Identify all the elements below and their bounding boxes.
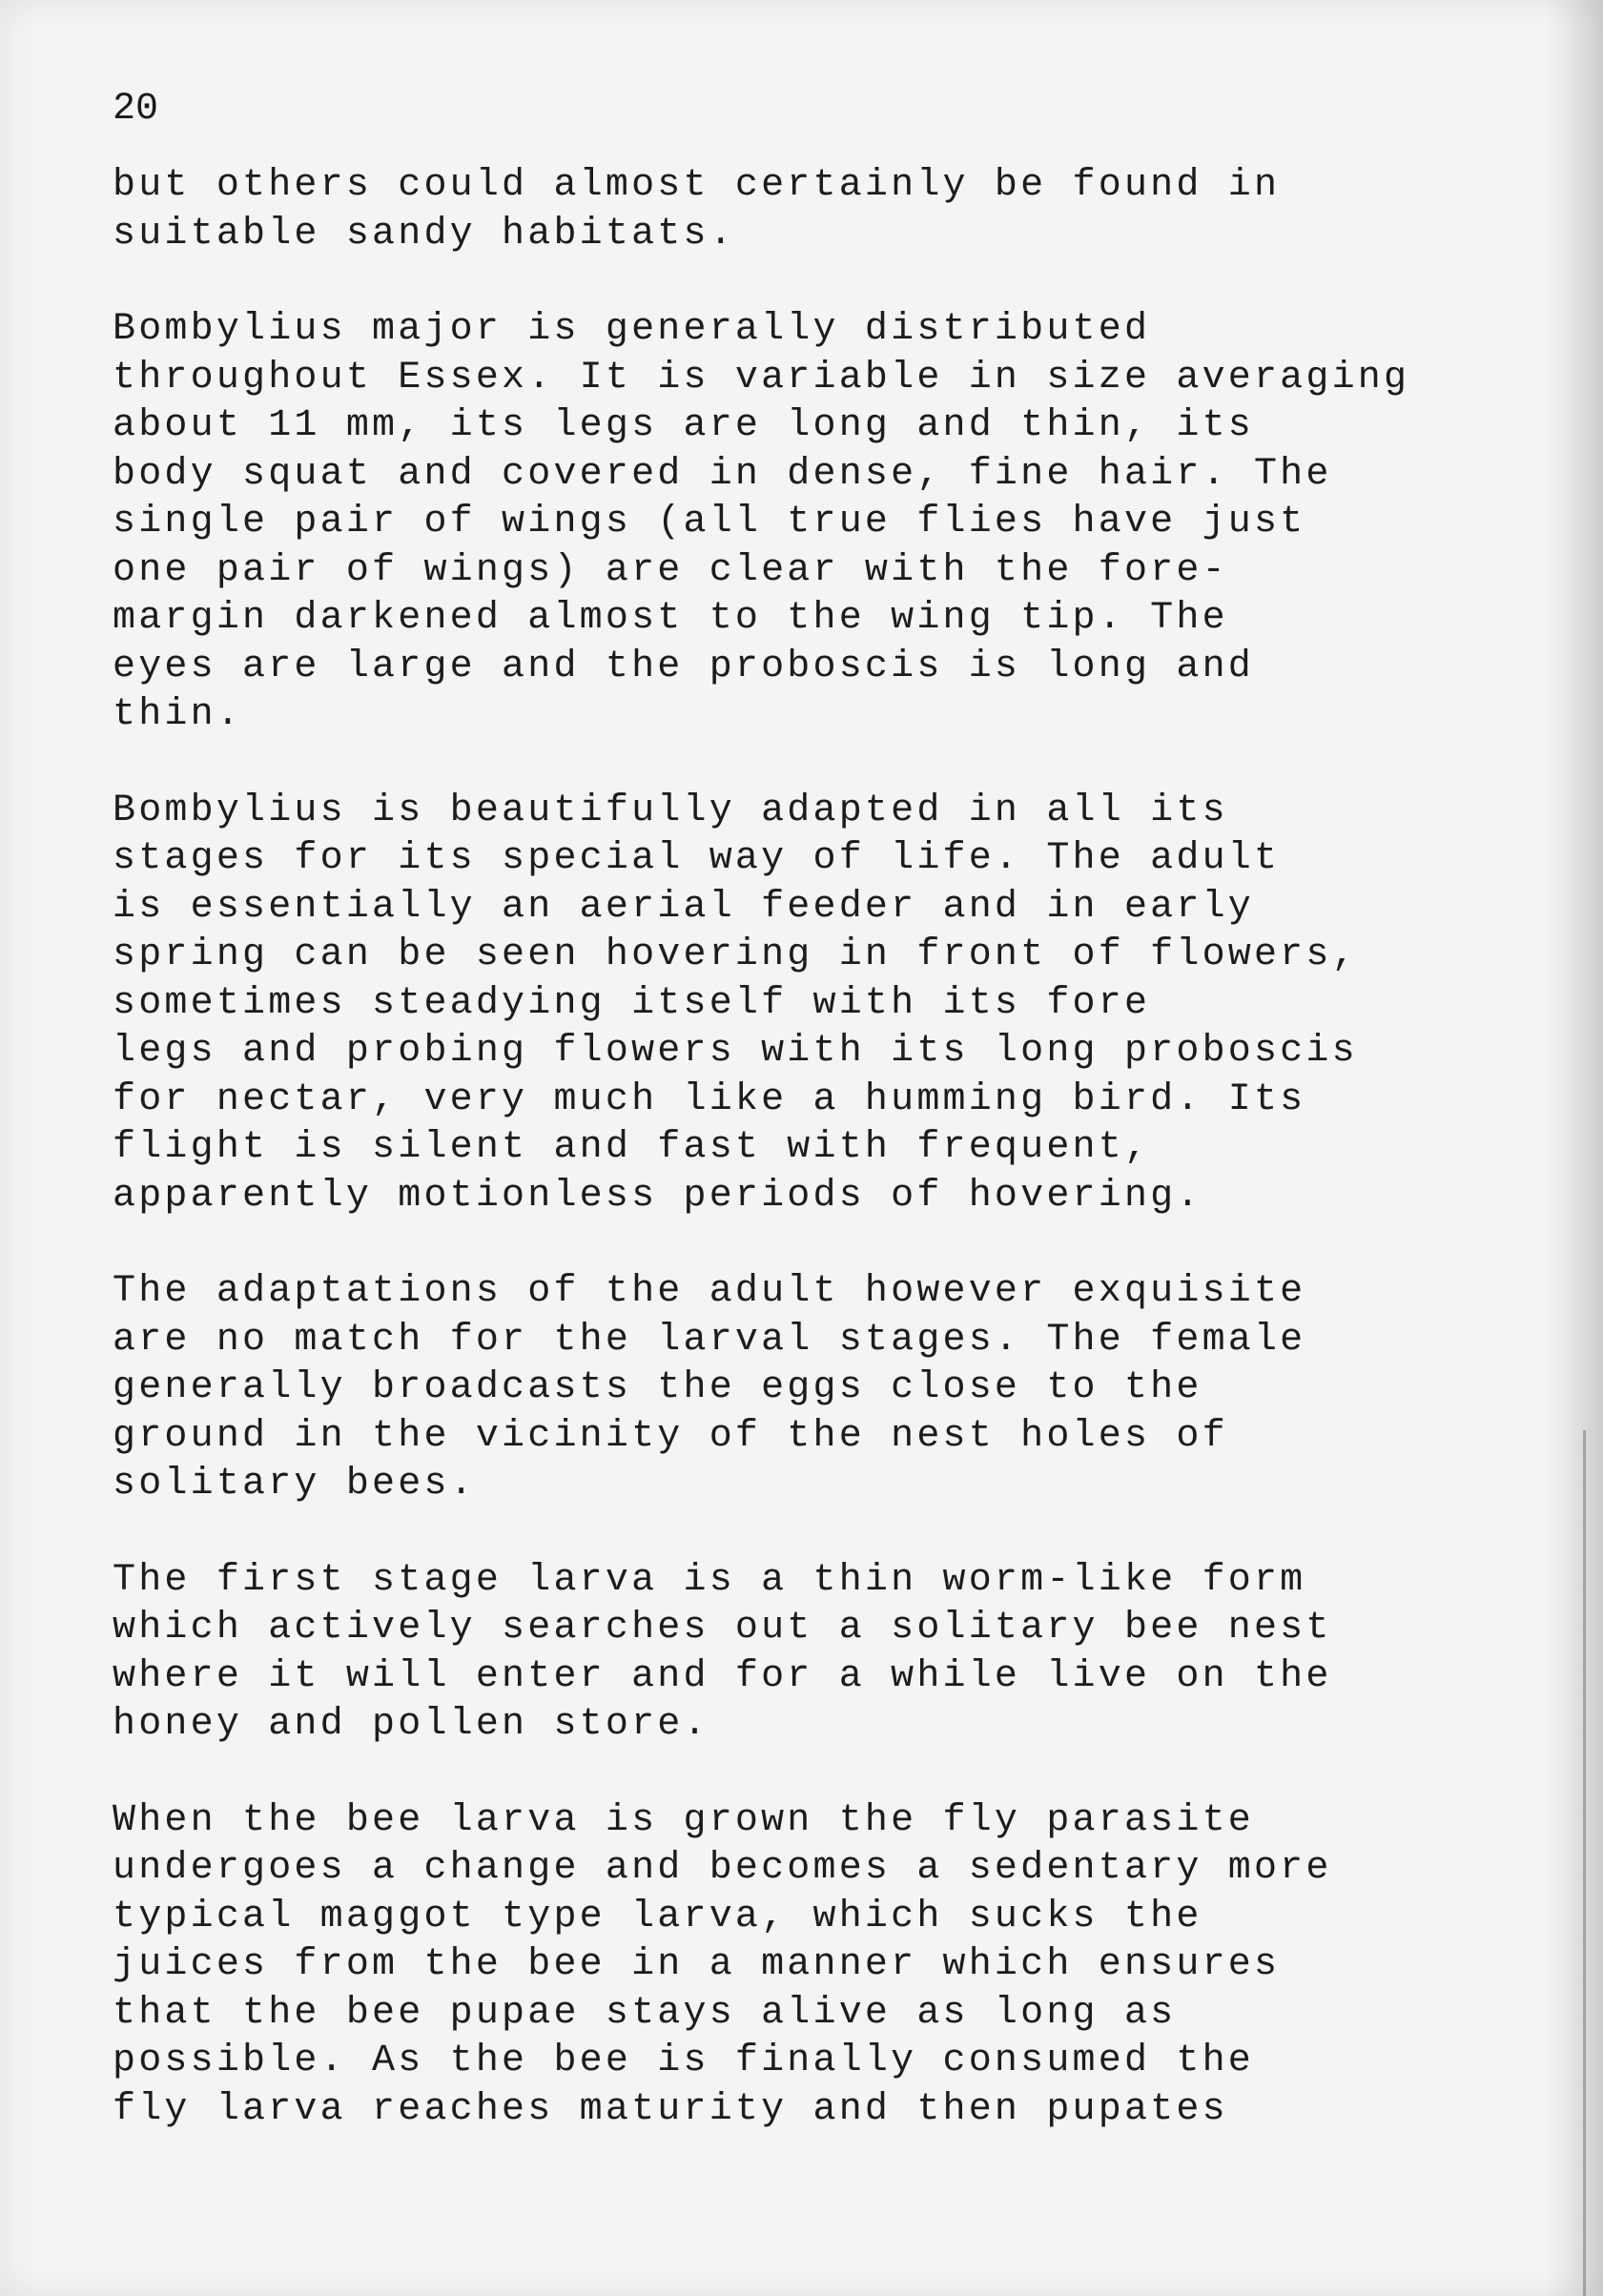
- page-fold-line: [1583, 1430, 1586, 2296]
- page-number: 20: [113, 88, 159, 131]
- paragraph-bombylius-description: Bombylius major is generally distributed throughout Essex. It is variable in size averaging about 11 mm, its legs are long and thin, its body squat and covered in dense, fine hair. The single pair of wings (all true flies have just one pair of wings) are clear with the fore- margin darkened almost to the wing tip. The eyes are large and the proboscis is long and thin.: [113, 308, 1410, 736]
- paragraph-sandy-habitats: but others could almost certainly be found in suitable sandy habitats.: [113, 164, 1281, 256]
- paragraph-adult-adaptation: Bombylius is beautifully adapted in all its stages for its special way of life. The adult is essentially an aerial feeder and in early spring can be seen hovering in front of flowers, sometimes steadying itself with its fore legs and probing flowers with its long proboscis for nectar, very much like a humming bird. Its flight is silent and fast with frequent, apparently motionless periods of hovering.: [113, 789, 1358, 1218]
- paragraph-larval-stages: The adaptations of the adult however exquisite are no match for the larval stages. The female generally broadcasts the eggs close to the ground in the vicinity of the nest holes of solitary bees.: [113, 1270, 1306, 1506]
- paragraph-parasite-development: When the bee larva is grown the fly parasite undergoes a change and becomes a sedentary more typical maggot type larva, which sucks the juices from the bee in a manner which ensures that the bee pupae stays alive as long as possible. As the bee is finally consumed the fly larva reaches maturity and then pupates: [113, 1798, 1332, 2131]
- paragraph-first-stage-larva: The first stage larva is a thin worm-like form which actively searches out a solitary bee nest where it will enter and for a while live on the honey and pollen store.: [113, 1558, 1332, 1746]
- body-text: [113, 162, 1562, 2134]
